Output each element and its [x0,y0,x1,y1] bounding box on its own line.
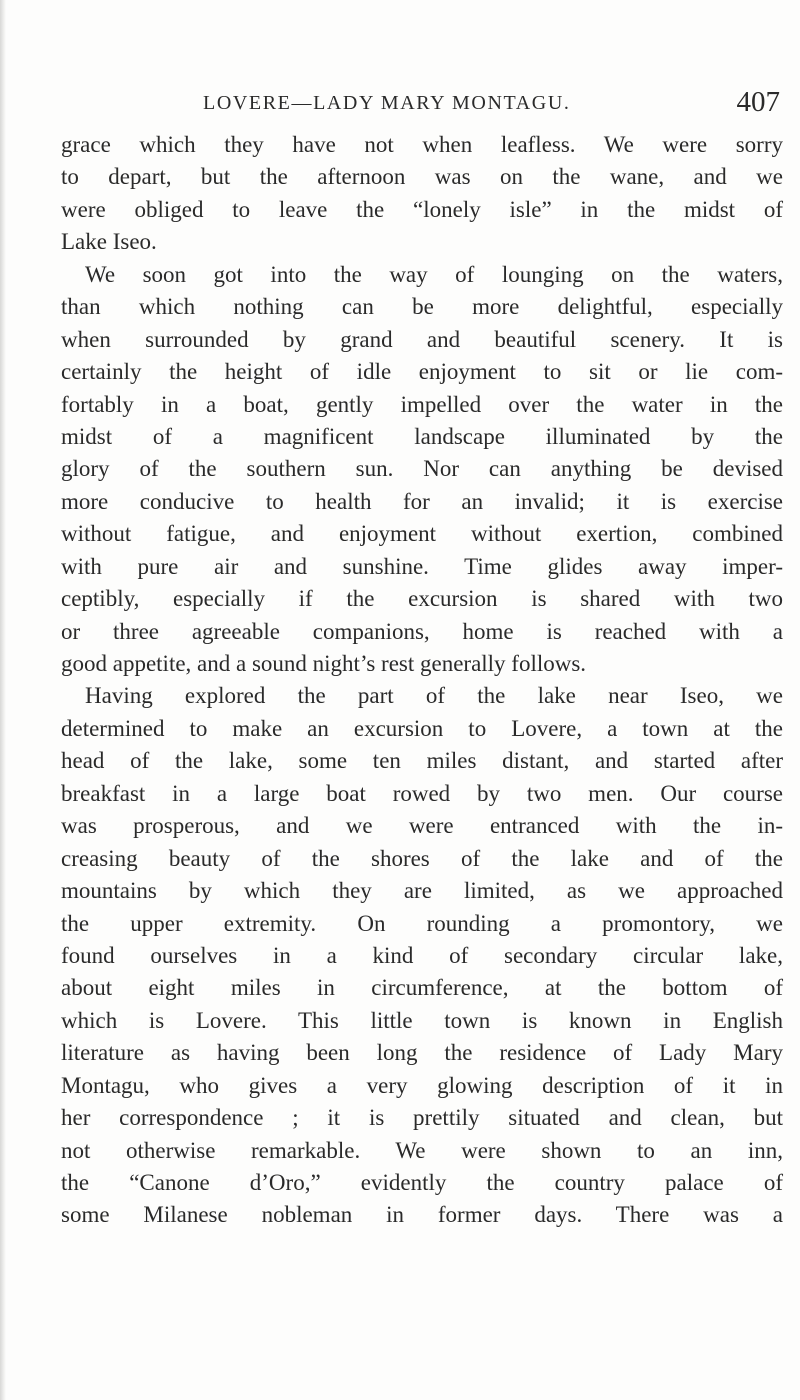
text-line: We soon got into the way of lounging on the waters, [85,261,783,287]
body-text [61,129,783,1232]
page-binding-edge [0,0,6,1400]
text-line: some Milanese nobleman in former days. There was a [61,1202,783,1228]
text-line: without fatigue, and enjoyment without exertion, combined [61,521,783,547]
text-line: creasing beauty of the shores of the lake and of the [61,845,783,871]
text-line: midst of a magnificent landscape illuminated by the [61,423,783,449]
text-line: about eight miles in circumference, at the bottom of [61,975,783,1001]
text-line: were obliged to leave the “lonely isle” in the midst of [61,196,783,222]
text-line: good appetite, and a sound night’s rest generally follows. [61,651,587,676]
text-line: the upper extremity. On rounding a promontory, we [61,910,783,936]
text-line: with pure air and sunshine. Time glides away imper- [61,553,783,579]
text-line: head of the lake, some ten miles distant, and started after [61,748,783,774]
text-line: certainly the height of idle enjoyment to sit or lie com- [61,359,783,385]
text-line: Having explored the part of the lake near Iseo, we [85,683,783,709]
text-line: breakfast in a large boat rowed by two men. Our course [61,780,783,806]
text-line: not otherwise remarkable. We were shown to an inn, [61,1137,783,1163]
text-line: mountains by which they are limited, as we approached [61,878,783,904]
text-line: fortably in a boat, gently impelled over the water in the [61,391,783,417]
running-title: LOVERE—LADY MARY MONTAGU. [203,92,571,114]
text-line: literature as having been long the residence of Lady Mary [61,1040,783,1066]
text-line: her correspondence ; it is prettily situated and clean, but [61,1105,783,1131]
text-line: to depart, but the afternoon was on the wane, and we [61,164,783,190]
text-line: grace which they have not when leafless. We were sorry [61,132,783,157]
text-line: found ourselves in a kind of secondary circular lake, [61,942,783,968]
text-line: more conducive to health for an invalid; it is exercise [61,488,783,514]
text-line: ceptibly, especially if the excursion is shared with two [61,586,783,612]
text-line: the “Canone d’Oro,” evidently the country palace of [61,1170,783,1195]
text-line: when surrounded by grand and beautiful scenery. It is [61,326,783,352]
text-line: than which nothing can be more delightful, especially [61,294,783,320]
text-line: or three agreeable companions, home is reached with a [61,618,783,644]
text-line: Lake Iseo. [61,229,157,255]
page-number: 407 [736,86,780,118]
text-line: was prosperous, and we were entranced with the in- [61,813,783,839]
text-line: which is Lovere. This little town is known in English [61,1007,783,1033]
text-line: determined to make an excursion to Lovere, a town at the [61,715,783,741]
text-line: Montagu, who gives a very glowing description of it in [61,1072,783,1098]
text-line: glory of the southern sun. Nor can anything be devised [61,456,783,482]
running-head [60,86,780,126]
